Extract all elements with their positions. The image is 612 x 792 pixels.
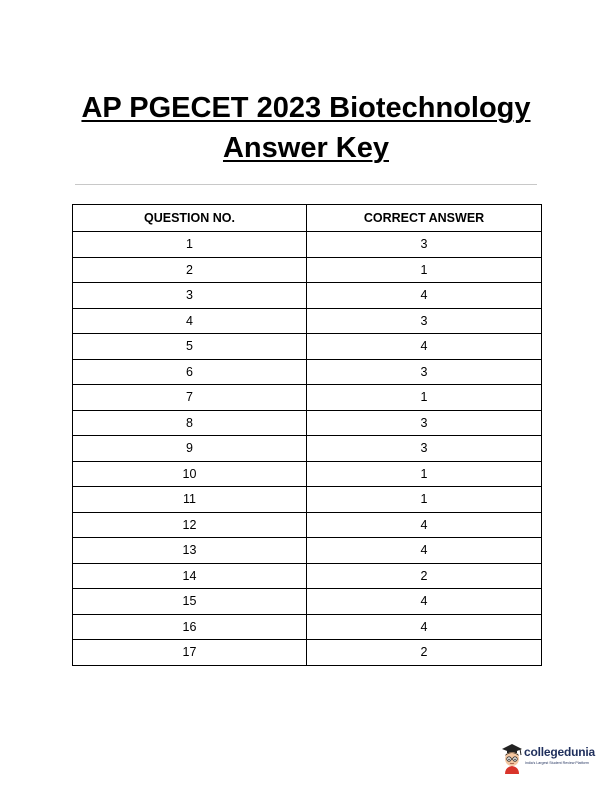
table-row	[73, 512, 542, 538]
table-row	[73, 640, 542, 666]
table-row	[73, 410, 542, 436]
question-number-cell: 3	[73, 283, 307, 309]
table-row	[73, 232, 542, 258]
header-question-no: QUESTION NO.	[73, 205, 307, 232]
correct-answer-cell: 4	[307, 512, 542, 538]
table-row	[73, 589, 542, 615]
question-number-cell: 4	[73, 308, 307, 334]
correct-answer-cell: 1	[307, 487, 542, 513]
correct-answer-cell: 1	[307, 461, 542, 487]
correct-answer-cell: 4	[307, 538, 542, 564]
table-row	[73, 487, 542, 513]
table-row	[73, 257, 542, 283]
question-number-cell: 7	[73, 385, 307, 411]
correct-answer-cell: 3	[307, 359, 542, 385]
correct-answer-cell: 3	[307, 308, 542, 334]
question-number-cell: 15	[73, 589, 307, 615]
question-number-cell: 9	[73, 436, 307, 462]
correct-answer-cell: 1	[307, 257, 542, 283]
correct-answer-cell: 4	[307, 589, 542, 615]
question-number-cell: 17	[73, 640, 307, 666]
question-number-cell: 16	[73, 614, 307, 640]
collegedunia-tagline: India's Largest Student Review Platform	[525, 761, 589, 765]
table-row	[73, 436, 542, 462]
collegedunia-wordmark: collegedunia	[524, 745, 595, 759]
table-row	[73, 461, 542, 487]
header-correct-answer: CORRECT ANSWER	[307, 205, 542, 232]
question-number-cell: 1	[73, 232, 307, 258]
table-row	[73, 283, 542, 309]
correct-answer-cell: 3	[307, 232, 542, 258]
page-title: AP PGECET 2023 Biotechnology	[81, 92, 531, 124]
collegedunia-mascot-icon	[500, 740, 524, 774]
correct-answer-cell: 4	[307, 334, 542, 360]
table-header-row	[73, 205, 542, 232]
answer-key-table	[72, 204, 542, 666]
table-row	[73, 359, 542, 385]
question-number-cell: 2	[73, 257, 307, 283]
correct-answer-cell: 2	[307, 640, 542, 666]
table-row	[73, 614, 542, 640]
table-row	[73, 538, 542, 564]
question-number-cell: 13	[73, 538, 307, 564]
question-number-cell: 10	[73, 461, 307, 487]
correct-answer-cell: 4	[307, 614, 542, 640]
question-number-cell: 5	[73, 334, 307, 360]
question-number-cell: 6	[73, 359, 307, 385]
correct-answer-cell: 1	[307, 385, 542, 411]
table-body	[73, 232, 542, 666]
question-number-cell: 8	[73, 410, 307, 436]
correct-answer-cell: 2	[307, 563, 542, 589]
table-row	[73, 563, 542, 589]
table-row	[73, 385, 542, 411]
question-number-cell: 14	[73, 563, 307, 589]
table-row	[73, 308, 542, 334]
correct-answer-cell: 3	[307, 436, 542, 462]
collegedunia-logo	[500, 740, 612, 776]
divider	[75, 184, 537, 185]
table-row	[73, 334, 542, 360]
question-number-cell: 12	[73, 512, 307, 538]
correct-answer-cell: 3	[307, 410, 542, 436]
question-number-cell: 11	[73, 487, 307, 513]
correct-answer-cell: 4	[307, 283, 542, 309]
page-subtitle: Answer Key	[222, 132, 389, 164]
